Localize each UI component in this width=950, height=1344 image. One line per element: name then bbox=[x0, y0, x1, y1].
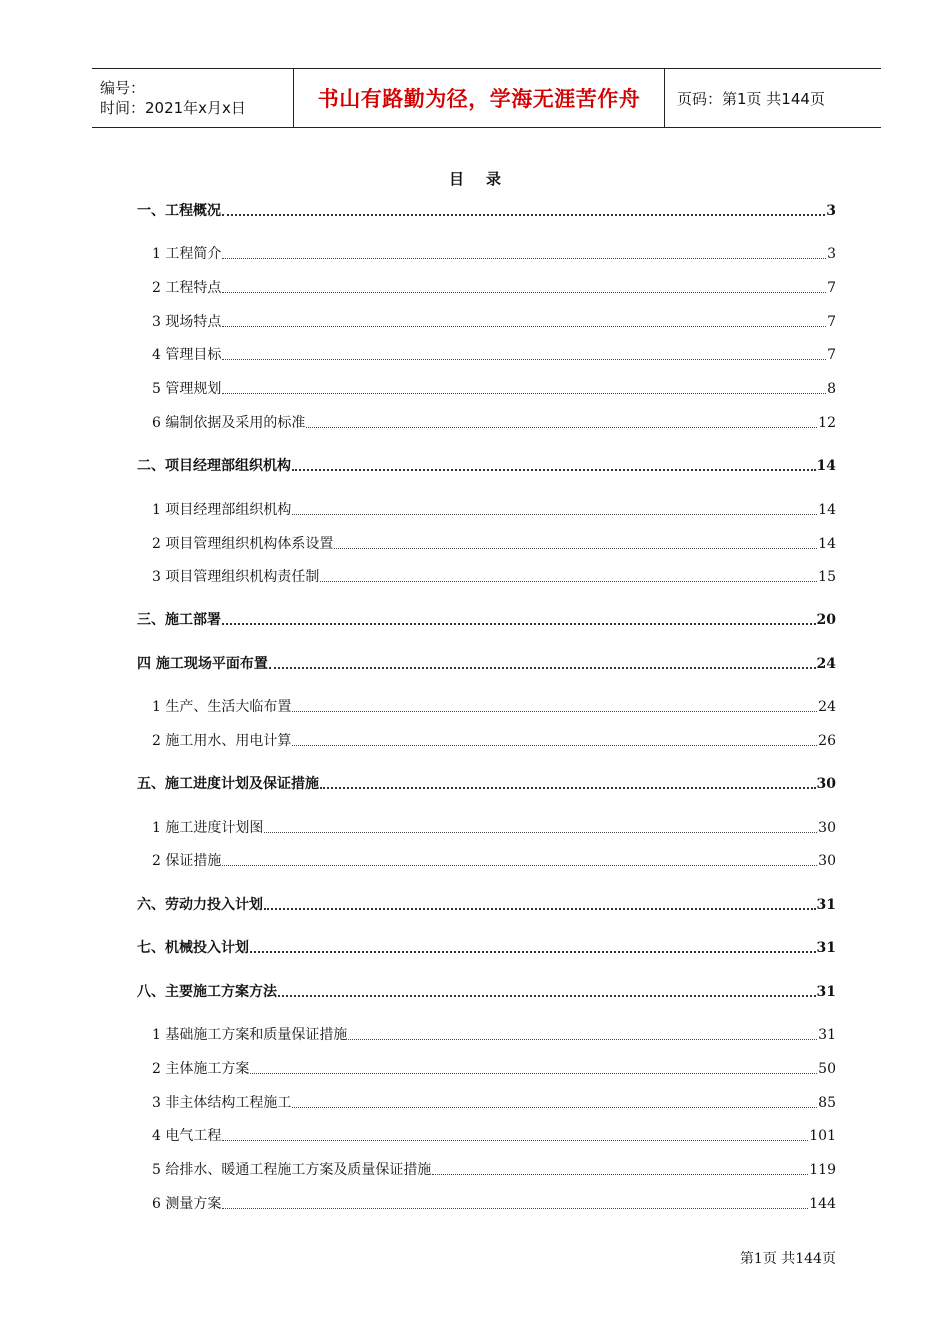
toc-section-entry[interactable] bbox=[152, 815, 836, 837]
toc-page-number: 20 bbox=[816, 612, 836, 628]
toc-dot-leader bbox=[222, 1208, 808, 1209]
toc-entry-text: 八、主要施工方案方法 bbox=[137, 984, 277, 1000]
toc-page-number: 7 bbox=[827, 314, 836, 330]
toc-section-entry[interactable] bbox=[152, 376, 836, 398]
toc-entry-text: 4 管理目标 bbox=[152, 347, 222, 363]
toc-page-number: 30 bbox=[816, 776, 836, 792]
toc-page-number: 26 bbox=[818, 733, 836, 749]
header-page-info: 页码：第1页 共144页 bbox=[677, 89, 825, 108]
toc-dot-leader bbox=[222, 623, 816, 625]
toc-page-number: 119 bbox=[809, 1162, 836, 1178]
toc-section-entry[interactable] bbox=[152, 1123, 836, 1145]
toc-dot-leader bbox=[222, 292, 826, 293]
toc-chapter-entry[interactable] bbox=[137, 198, 836, 220]
toc-section-entry[interactable] bbox=[152, 497, 836, 519]
toc-dot-leader bbox=[222, 865, 817, 866]
toc-page-number: 50 bbox=[818, 1061, 836, 1077]
toc-page-number: 31 bbox=[818, 1027, 836, 1043]
toc-dot-leader bbox=[250, 1073, 817, 1074]
toc-page-number: 8 bbox=[827, 381, 836, 397]
toc-chapter-entry[interactable] bbox=[137, 651, 836, 673]
toc-page-number: 7 bbox=[827, 347, 836, 363]
toc-dot-leader bbox=[320, 787, 816, 789]
toc-entry-text: 四 施工现场平面布置 bbox=[137, 656, 268, 672]
toc-dot-leader bbox=[250, 951, 816, 953]
toc-section-entry[interactable] bbox=[152, 309, 836, 331]
toc-dot-leader bbox=[292, 1107, 817, 1108]
toc-dot-leader bbox=[432, 1174, 808, 1175]
toc-chapter-entry[interactable] bbox=[137, 453, 836, 475]
toc-dot-leader bbox=[292, 469, 816, 471]
toc-entry-text: 6 编制依据及采用的标准 bbox=[152, 415, 306, 431]
toc-entry-text: 5 给排水、暖通工程施工方案及质量保证措施 bbox=[152, 1162, 432, 1178]
toc-entry-text: 3 项目管理组织机构责任制 bbox=[152, 569, 320, 585]
toc-chapter-entry[interactable] bbox=[137, 607, 836, 629]
header-motto: 书山有路勤为径，学海无涯苦作舟 bbox=[293, 69, 665, 127]
toc-entry-text: 2 主体施工方案 bbox=[152, 1061, 250, 1077]
toc-page-number: 12 bbox=[818, 415, 836, 431]
toc-entry-text: 1 施工进度计划图 bbox=[152, 820, 264, 836]
toc-page-number: 144 bbox=[809, 1196, 836, 1212]
toc-entry-text: 6 测量方案 bbox=[152, 1196, 222, 1212]
toc-dot-leader bbox=[320, 581, 817, 582]
toc-page-number: 30 bbox=[818, 853, 836, 869]
toc-page-number: 3 bbox=[827, 246, 836, 262]
toc-entry-text: 1 生产、生活大临布置 bbox=[152, 699, 292, 715]
toc-chapter-entry[interactable] bbox=[137, 979, 836, 1001]
toc-dot-leader bbox=[269, 667, 816, 669]
toc-page-number: 15 bbox=[818, 569, 836, 585]
toc-section-entry[interactable] bbox=[152, 1056, 836, 1078]
toc-page-number: 31 bbox=[816, 984, 836, 1000]
toc-entry-text: 五、施工进度计划及保证措施 bbox=[137, 776, 319, 792]
toc-dot-leader bbox=[348, 1039, 817, 1040]
toc-dot-leader bbox=[222, 214, 825, 216]
toc-entry-text: 1 项目经理部组织机构 bbox=[152, 502, 292, 518]
toc-page-number: 31 bbox=[816, 940, 836, 956]
toc-section-entry[interactable] bbox=[152, 848, 836, 870]
toc-entry-text: 4 电气工程 bbox=[152, 1128, 222, 1144]
toc-entry-text: 1 基础施工方案和质量保证措施 bbox=[152, 1027, 348, 1043]
toc-section-entry[interactable] bbox=[152, 410, 836, 432]
toc-section-entry[interactable] bbox=[152, 1022, 836, 1044]
toc-page-number: 3 bbox=[826, 203, 836, 219]
toc-page-number: 30 bbox=[818, 820, 836, 836]
toc-page-number: 85 bbox=[818, 1095, 836, 1111]
toc-chapter-entry[interactable] bbox=[137, 935, 836, 957]
toc-dot-leader bbox=[264, 908, 816, 910]
toc-dot-leader bbox=[292, 514, 817, 515]
toc-dot-leader bbox=[222, 359, 826, 360]
toc-page-number: 24 bbox=[816, 656, 836, 672]
toc-section-entry[interactable] bbox=[152, 342, 836, 364]
toc-entry-text: 2 项目管理组织机构体系设置 bbox=[152, 536, 334, 552]
toc-dot-leader bbox=[334, 548, 817, 549]
toc-entry-text: 3 非主体结构工程施工 bbox=[152, 1095, 292, 1111]
toc-entry-text: 一、工程概况 bbox=[137, 203, 221, 219]
toc-entry-text: 七、机械投入计划 bbox=[137, 940, 249, 956]
toc-page-number: 24 bbox=[818, 699, 836, 715]
toc-dot-leader bbox=[264, 832, 817, 833]
toc-page-number: 31 bbox=[816, 897, 836, 913]
toc-section-entry[interactable] bbox=[152, 1090, 836, 1112]
toc-chapter-entry[interactable] bbox=[137, 771, 836, 793]
toc-dot-leader bbox=[222, 393, 826, 394]
toc-section-entry[interactable] bbox=[152, 241, 836, 263]
page-footer: 第1页 共144页 bbox=[739, 1251, 836, 1267]
document-number-label: 编号： bbox=[100, 79, 146, 97]
toc-page-number: 101 bbox=[809, 1128, 836, 1144]
toc-entry-text: 5 管理规划 bbox=[152, 381, 222, 397]
toc-section-entry[interactable] bbox=[152, 728, 836, 750]
toc-entry-text: 二、项目经理部组织机构 bbox=[137, 458, 291, 474]
toc-dot-leader bbox=[292, 745, 817, 746]
toc-page-number: 14 bbox=[816, 458, 836, 474]
toc-entry-text: 2 保证措施 bbox=[152, 853, 222, 869]
toc-dot-leader bbox=[292, 711, 817, 712]
toc-dot-leader bbox=[278, 995, 816, 997]
toc-entry-text: 六、劳动力投入计划 bbox=[137, 897, 263, 913]
toc-dot-leader bbox=[222, 1140, 808, 1141]
toc-entry-text: 1 工程简介 bbox=[152, 246, 222, 262]
toc-chapter-entry[interactable] bbox=[137, 892, 836, 914]
toc-page-number: 7 bbox=[827, 280, 836, 296]
toc-page-number: 14 bbox=[818, 536, 836, 552]
toc-entry-text: 三、施工部署 bbox=[137, 612, 221, 628]
toc-page-number: 14 bbox=[818, 502, 836, 518]
toc-section-entry[interactable] bbox=[152, 531, 836, 553]
toc-dot-leader bbox=[222, 326, 826, 327]
toc-entry-text: 2 工程特点 bbox=[152, 280, 222, 296]
toc-section-entry[interactable] bbox=[152, 564, 836, 586]
toc-section-entry[interactable] bbox=[152, 694, 836, 716]
toc-entry-text: 2 施工用水、用电计算 bbox=[152, 733, 292, 749]
toc-section-entry[interactable] bbox=[152, 275, 836, 297]
toc-dot-leader bbox=[222, 258, 826, 259]
document-time-label: 时间：2021年x月x日 bbox=[100, 99, 246, 117]
toc-title: 目录 bbox=[448, 170, 523, 188]
toc-entry-text: 3 现场特点 bbox=[152, 314, 222, 330]
toc-section-entry[interactable] bbox=[152, 1191, 836, 1213]
toc-section-entry[interactable] bbox=[152, 1157, 836, 1179]
toc-dot-leader bbox=[306, 427, 817, 428]
